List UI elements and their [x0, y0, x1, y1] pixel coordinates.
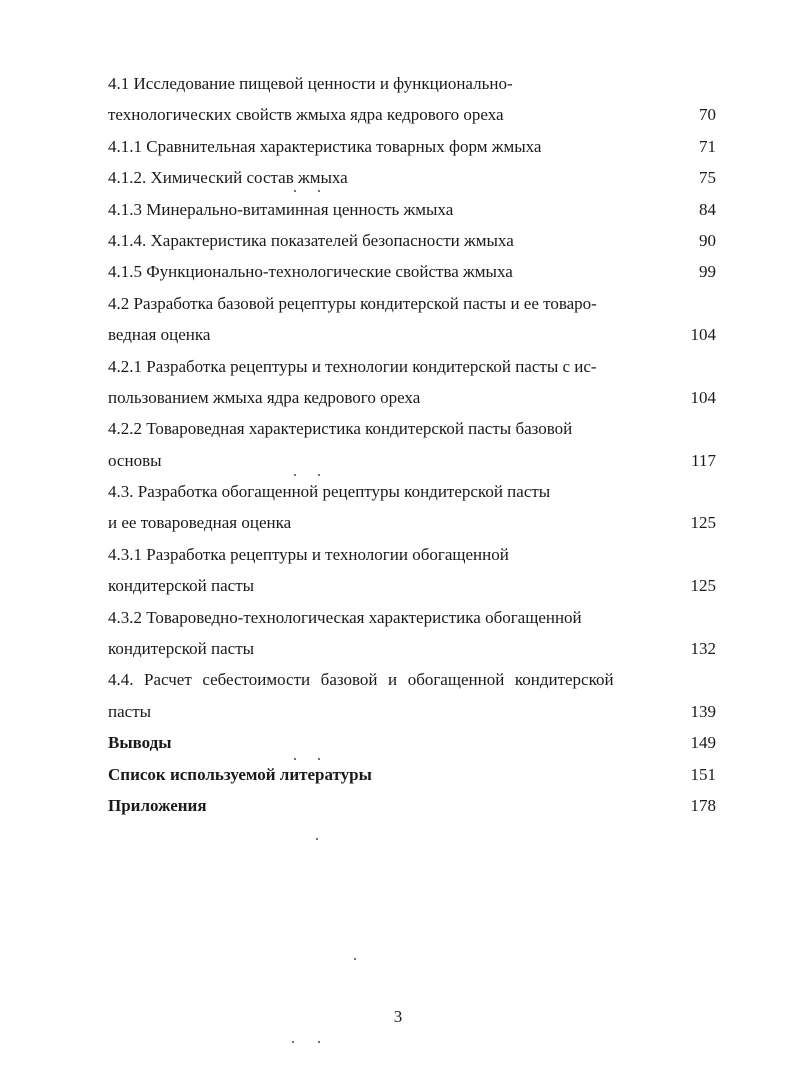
- scan-speck: [294, 190, 296, 192]
- toc-entry-page: 104: [690, 387, 716, 407]
- toc-entry-4-1-4: [108, 225, 716, 256]
- scan-speck: [318, 1041, 320, 1043]
- toc-entry-page: 178: [690, 795, 716, 815]
- toc-entry-4-1-2: [108, 162, 716, 193]
- toc-entry-page: 75: [699, 168, 716, 188]
- toc-entry-text: 4.3.2 Товароведно-технологическая характеристика обогащенной: [108, 607, 582, 627]
- toc-entry-text: и ее товароведная оценка: [108, 513, 292, 533]
- scan-speck: [294, 474, 296, 476]
- toc-entry-text: 4.1 Исследование пищевой ценности и функционально-: [108, 74, 513, 93]
- toc-entry-text: 4.1.1 Сравнительная характеристика товарных форм жмыха: [108, 136, 542, 156]
- toc-entry-text: 4.3.1 Разработка рецептуры и технологии обогащенной: [108, 544, 509, 564]
- toc-entry-4-4-line1: [108, 664, 716, 695]
- toc-entry-text: 4.1.2. Химический состав жмыха: [108, 168, 348, 188]
- toc-entry-text: 4.1.5 Функционально-технологические свойства жмыха: [108, 262, 513, 282]
- toc-entry-text: 4.3. Разработка обогащенной рецептуры кондитерской пасты: [108, 482, 551, 502]
- toc-entry-page: 125: [690, 576, 716, 596]
- toc-entry-page: 104: [690, 325, 716, 345]
- toc-entry-page: 90: [699, 230, 716, 250]
- toc-entry-page: 139: [690, 701, 716, 721]
- toc-entry-4-3-1-line2: [108, 570, 716, 601]
- toc-entry-appendices: [108, 790, 716, 821]
- toc-entry-4-3-line1: [108, 476, 716, 507]
- toc-entry-page: 132: [690, 639, 716, 659]
- toc-entry-4-3-2-line2: [108, 633, 716, 664]
- toc-entry-text: 4.2 Разработка базовой рецептуры кондитерской пасты и ее товаро-: [108, 293, 597, 313]
- toc-entry-4-1-line1: [108, 68, 716, 99]
- scan-speck: [294, 758, 296, 760]
- toc-entry-page: 125: [690, 513, 716, 533]
- toc-entry-conclusions: [108, 727, 716, 758]
- toc-entry-page: 149: [690, 733, 716, 753]
- toc-entry-text: 4.2.1 Разработка рецептуры и технологии кондитерской пасты с ис-: [108, 356, 597, 376]
- toc-entry-text: 4.4. Расчет себестоимости базовой и обогащенной кондитерской: [108, 670, 614, 690]
- toc-entry-page: 117: [691, 450, 716, 470]
- toc-entry-page: 70: [699, 105, 716, 125]
- toc-entry-text: Приложения: [108, 795, 207, 815]
- toc-entry-4-2-2-line2: [108, 445, 716, 476]
- toc-entry-4-1-1: [108, 131, 716, 162]
- toc-entry-4-2-1-line2: [108, 382, 716, 413]
- toc-entry-4-4-line2: [108, 696, 716, 727]
- toc-entry-4-3-line2: [108, 507, 716, 538]
- toc-entry-text: Список используемой литературы: [108, 764, 372, 784]
- toc-entry-4-1-line2: [108, 99, 716, 130]
- toc-entry-4-3-2-line1: [108, 602, 716, 633]
- toc-entry-text: пасты: [108, 701, 152, 721]
- toc-entry-4-3-1-line1: [108, 539, 716, 570]
- toc-entry-page: 84: [699, 199, 716, 219]
- toc-entry-text: 4.2.2 Товароведная характеристика кондитерской пасты базовой: [108, 419, 573, 439]
- toc-entry-references: [108, 759, 716, 790]
- toc-entry-4-1-5: [108, 256, 716, 287]
- toc-entry-text: кондитерской пасты: [108, 576, 255, 596]
- page-number: 3: [393, 1007, 403, 1026]
- toc-entry-4-2-2-line1: [108, 413, 716, 444]
- toc-entry-text: 4.1.3 Минерально-витаминная ценность жмыха: [108, 199, 454, 219]
- scan-speck: [318, 758, 320, 760]
- toc-entry-4-2-line1: [108, 288, 716, 319]
- toc-entry-text: кондитерской пасты: [108, 639, 255, 659]
- toc-entry-page: 151: [690, 764, 716, 784]
- toc-entry-4-2-line2: [108, 319, 716, 350]
- scan-speck: [318, 190, 320, 192]
- toc-entry-text: основы: [108, 450, 162, 470]
- toc-entry-text: Выводы: [108, 733, 172, 753]
- toc-entry-page: 71: [699, 136, 716, 156]
- toc-entry-text: технологических свойств жмыха ядра кедрового ореха: [108, 105, 504, 125]
- scan-speck: [316, 838, 318, 840]
- scan-speck: [354, 958, 356, 960]
- toc-entry-text: ведная оценка: [108, 325, 211, 345]
- toc-entry-text: 4.1.4. Характеристика показателей безопасности жмыха: [108, 230, 514, 250]
- scan-speck: [318, 474, 320, 476]
- toc-entry-page: 99: [699, 262, 716, 282]
- toc-entry-text: пользованием жмыха ядра кедрового ореха: [108, 387, 421, 407]
- toc-entry-4-2-1-line1: [108, 351, 716, 382]
- scan-speck: [292, 1041, 294, 1043]
- table-of-contents: [108, 68, 716, 821]
- toc-entry-4-1-3: [108, 194, 716, 225]
